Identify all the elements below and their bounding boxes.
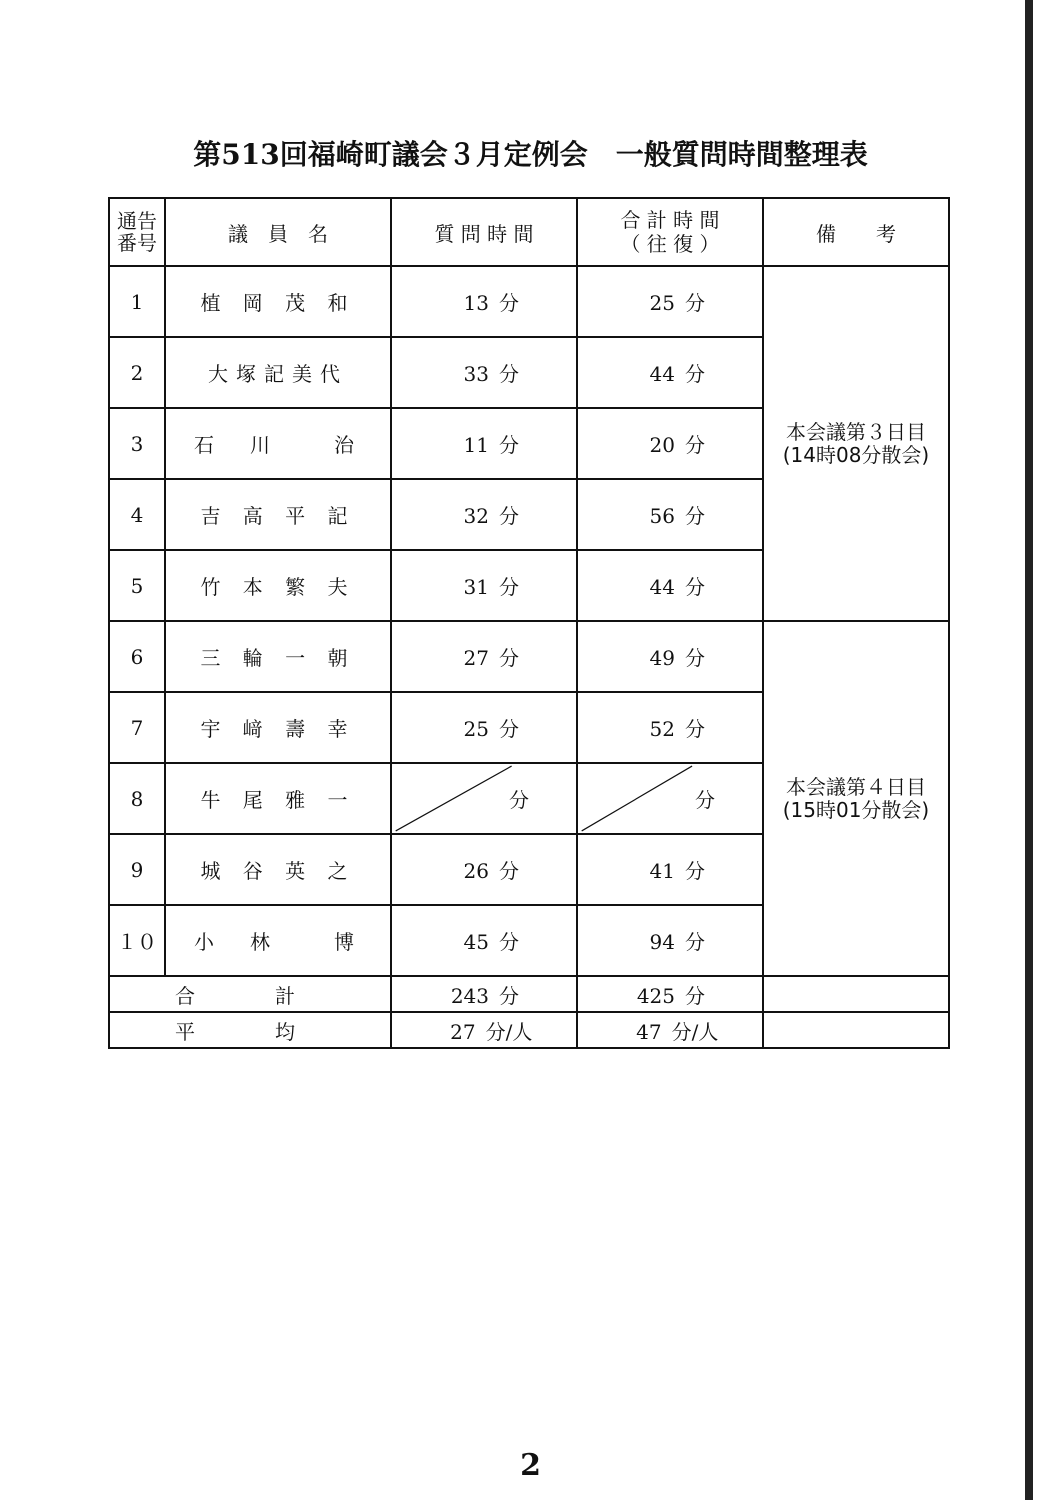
total-time (577, 550, 763, 621)
average-remarks-empty (763, 1012, 949, 1048)
total-time (577, 692, 763, 763)
member-name: 三 輪 一 朝 (165, 621, 391, 692)
binding-edge (1025, 0, 1033, 1500)
question-time-table (108, 197, 950, 1049)
unit-per-person-label: 分/人 (671, 1019, 719, 1044)
average-question-value: 27 (450, 1019, 476, 1044)
total-value: 44 (649, 362, 675, 386)
unit-label: 分 (685, 930, 705, 954)
header-question-time: 質 問 時 間 (391, 198, 577, 266)
question-value: 27 (463, 646, 489, 670)
member-name: 吉 高 平 記 (165, 479, 391, 550)
question-time (391, 834, 577, 905)
total-value: 44 (649, 575, 675, 599)
table-row (109, 266, 949, 337)
total-time (577, 266, 763, 337)
unit-label: 分 (499, 362, 519, 386)
header-number-line2: 番号 (117, 231, 157, 255)
total-time (577, 479, 763, 550)
total-time (577, 408, 763, 479)
unit-label: 分 (499, 575, 519, 599)
total-row (109, 976, 949, 1012)
header-total-time (577, 198, 763, 266)
question-time (391, 479, 577, 550)
header-remarks: 備 考 (763, 198, 949, 266)
header-total-line1: 合 計 時 間 (620, 208, 720, 232)
total-time (577, 905, 763, 976)
member-name: 植 岡 茂 和 (165, 266, 391, 337)
document-title: 第513回福崎町議会３月定例会 一般質問時間整理表 (193, 138, 868, 171)
question-time (391, 905, 577, 976)
unit-label: 分 (499, 859, 519, 883)
unit-label: 分 (499, 983, 519, 1008)
total-time (577, 337, 763, 408)
remarks-day4 (763, 621, 949, 976)
question-time-struck (391, 763, 577, 834)
header-row (109, 198, 949, 266)
total-question-value: 243 (450, 983, 489, 1008)
question-value: 26 (463, 859, 489, 883)
unit-label: 分 (509, 788, 529, 812)
row-number: 5 (109, 550, 165, 621)
member-name: 竹 本 繁 夫 (165, 550, 391, 621)
unit-label: 分 (685, 504, 705, 528)
question-time (391, 692, 577, 763)
total-value: 56 (649, 504, 675, 528)
total-total-time (577, 976, 763, 1012)
diagonal-strike-line (392, 764, 576, 833)
member-name: 宇 﨑 壽 幸 (165, 692, 391, 763)
total-value: 20 (649, 433, 675, 457)
row-number: 7 (109, 692, 165, 763)
remarks-day4-line2: (15時01分散会) (782, 797, 930, 822)
row-number: 1 (109, 266, 165, 337)
total-value: 25 (649, 291, 675, 315)
unit-label: 分 (685, 859, 705, 883)
member-name: 小 林 博 (165, 905, 391, 976)
member-name: 石 川 治 (165, 408, 391, 479)
unit-label: 分 (499, 433, 519, 457)
unit-label: 分 (685, 291, 705, 315)
unit-label: 分 (499, 291, 519, 315)
row-number: 9 (109, 834, 165, 905)
question-time (391, 550, 577, 621)
question-value: 32 (463, 504, 489, 528)
unit-label: 分 (685, 646, 705, 670)
member-name: 城 谷 英 之 (165, 834, 391, 905)
average-row (109, 1012, 949, 1048)
unit-label: 分 (685, 433, 705, 457)
total-time (577, 834, 763, 905)
row-number: 2 (109, 337, 165, 408)
total-value: 52 (649, 717, 675, 741)
unit-label: 分 (685, 717, 705, 741)
question-value: 31 (463, 575, 489, 599)
row-number: 6 (109, 621, 165, 692)
row-number: 8 (109, 763, 165, 834)
diagonal-strike-line (578, 764, 762, 833)
total-label: 合 計 (109, 976, 391, 1012)
total-question-time (391, 976, 577, 1012)
question-time (391, 408, 577, 479)
total-value: 49 (649, 646, 675, 670)
unit-label: 分 (685, 575, 705, 599)
header-number (109, 198, 165, 266)
row-number: 3 (109, 408, 165, 479)
total-time (577, 621, 763, 692)
question-value: 33 (463, 362, 489, 386)
average-total-value: 47 (636, 1019, 662, 1044)
total-total-value: 425 (636, 983, 675, 1008)
question-time (391, 621, 577, 692)
header-member: 議 員 名 (165, 198, 391, 266)
header-number-line1: 通告 (117, 209, 157, 233)
unit-label: 分 (499, 717, 519, 741)
unit-label: 分 (499, 930, 519, 954)
question-value: 45 (463, 930, 489, 954)
question-time (391, 266, 577, 337)
unit-label: 分 (499, 646, 519, 670)
average-total-time (577, 1012, 763, 1048)
unit-label: 分 (685, 362, 705, 386)
page-number: 2 (520, 1448, 541, 1483)
average-label: 平 均 (109, 1012, 391, 1048)
unit-label: 分 (499, 504, 519, 528)
remarks-day3-line1: 本会議第３日目 (786, 419, 926, 444)
member-name: 大塚記美代 (165, 337, 391, 408)
average-question-time (391, 1012, 577, 1048)
question-value: 11 (463, 433, 489, 457)
row-number: １０ (109, 905, 165, 976)
row-number: 4 (109, 479, 165, 550)
header-total-line2: （ 往 復 ） (620, 232, 720, 256)
total-remarks-empty (763, 976, 949, 1012)
unit-label: 分 (695, 788, 715, 812)
question-time (391, 337, 577, 408)
table-row (109, 621, 949, 692)
total-value: 41 (649, 859, 675, 883)
question-value: 25 (463, 717, 489, 741)
total-time-struck (577, 763, 763, 834)
remarks-day4-line1: 本会議第４日目 (786, 774, 926, 799)
remarks-day3-line2: (14時08分散会) (782, 442, 930, 467)
member-name: 牛 尾 雅 一 (165, 763, 391, 834)
remarks-day3 (763, 266, 949, 621)
unit-per-person-label: 分/人 (485, 1019, 533, 1044)
question-value: 13 (463, 291, 489, 315)
unit-label: 分 (685, 983, 705, 1008)
total-value: 94 (649, 930, 675, 954)
